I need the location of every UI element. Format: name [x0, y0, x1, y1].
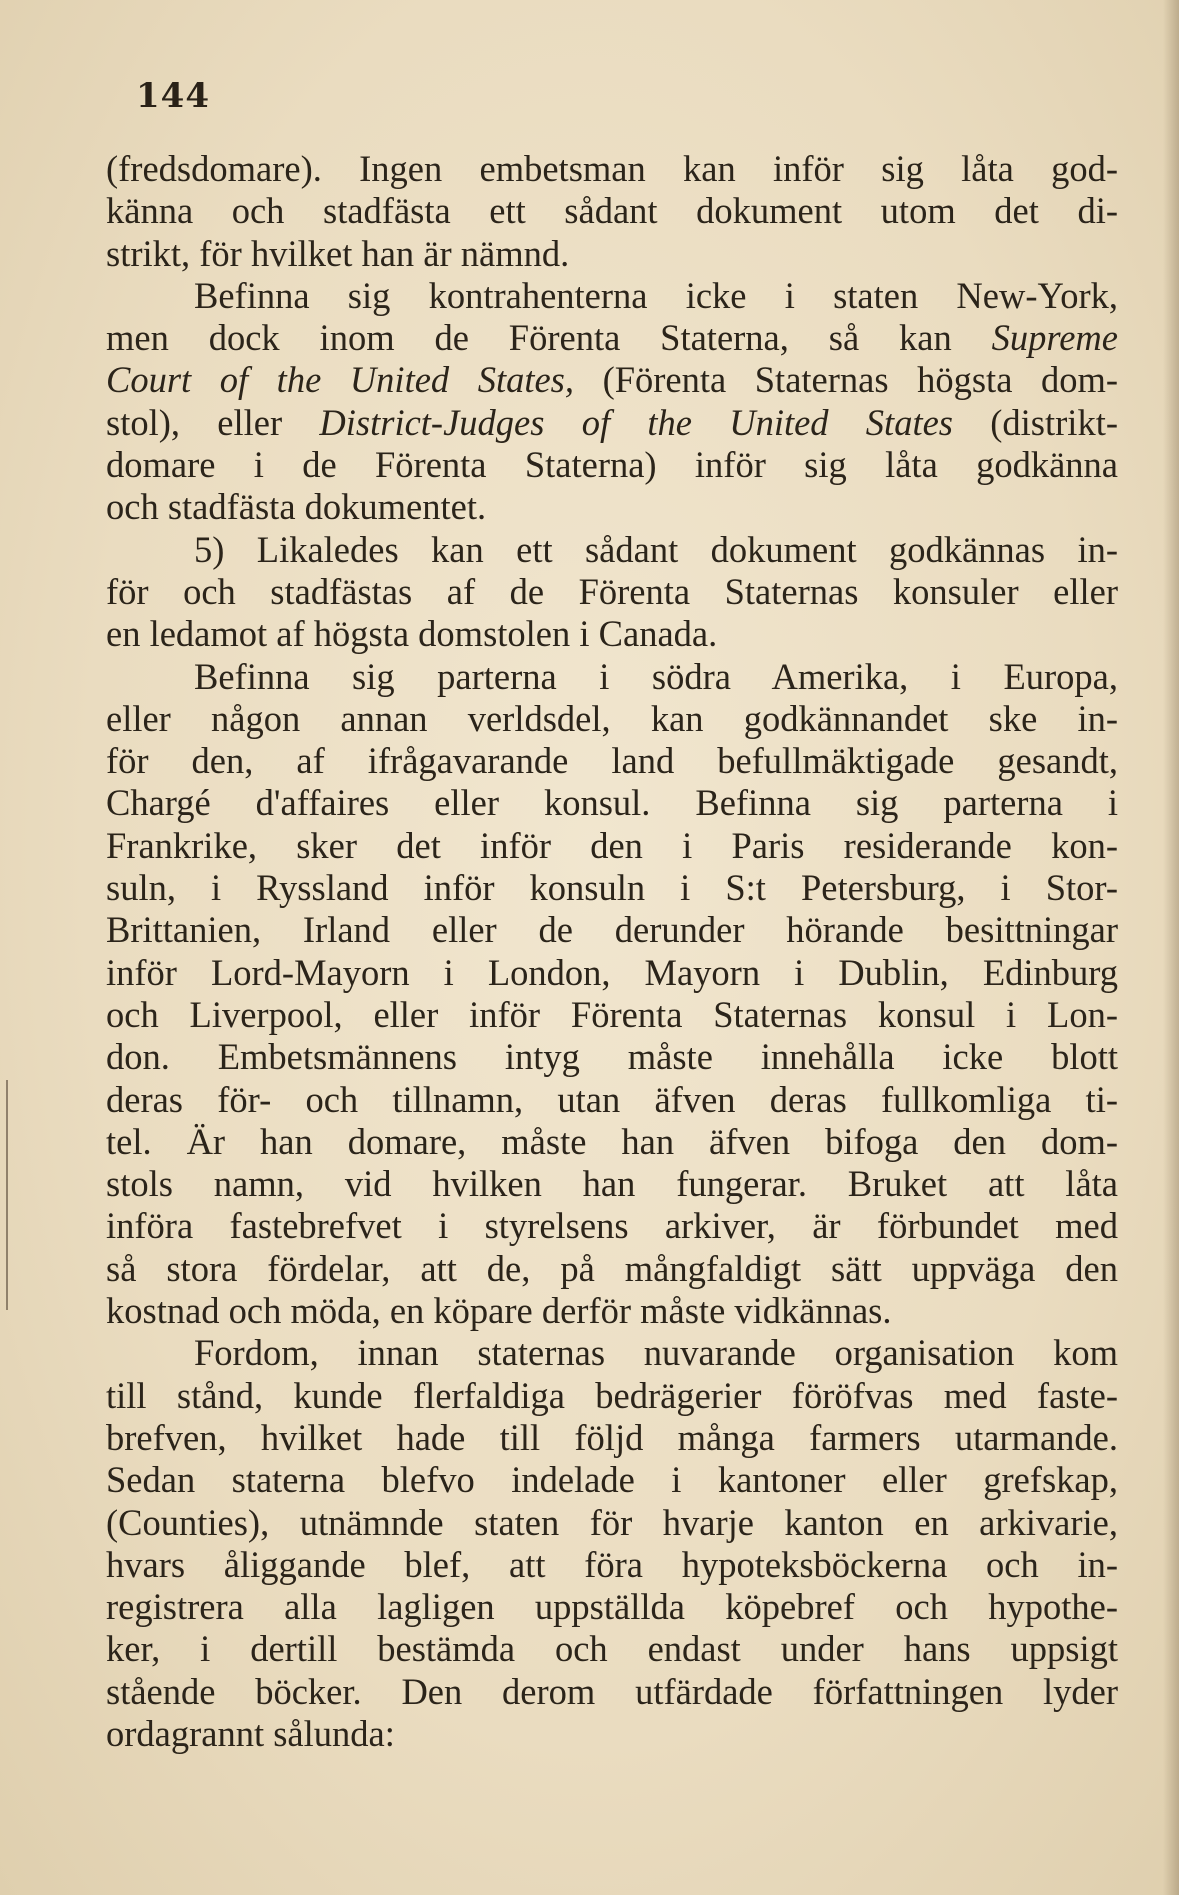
text-line: så stora fördelar, att de, på mångfaldigt sätt uppväga den: [106, 1247, 1118, 1289]
text-line: för den, af ifrågavarande land befullmäktigade gesandt,: [106, 740, 1118, 782]
text-line: strikt, för hvilket han är nämnd.: [106, 232, 570, 274]
text-line: Sedan staterna blefvo indelade i kantoner eller grefskap,: [106, 1459, 1118, 1501]
text-line: ordagrannt sålunda:: [106, 1712, 395, 1754]
page-edge-shadow: [1163, 0, 1179, 1895]
text-line: (Counties), utnämnde staten för hvarje kanton en arkivarie,: [106, 1501, 1118, 1543]
body-text: [106, 148, 1118, 1755]
text-line: stols namn, vid hvilken han fungerar. Bruket att låta: [106, 1163, 1118, 1205]
text-line: känna och stadfästa ett sådant dokument utom det di-: [106, 190, 1118, 232]
text-line: 5) Likaledes kan ett sådant dokument godkännas in-: [194, 528, 1118, 570]
text-line: deras för- och tillnamn, utan äfven deras fullkomliga ti-: [106, 1078, 1118, 1120]
binding-mark: [6, 1080, 8, 1310]
text-line: en ledamot af högsta domstolen i Canada.: [106, 613, 718, 655]
text-line: [106, 317, 1118, 359]
text-line: till stånd, kunde flerfaldiga bedrägerier föröfvas med faste-: [106, 1374, 1118, 1416]
text-line: inför Lord-Mayorn i London, Mayorn i Dublin, Edinburg: [106, 951, 1118, 993]
text-line: ker, i dertill bestämda och endast under hans uppsigt: [106, 1628, 1118, 1670]
text-segment: (distrikt-: [953, 401, 1118, 443]
text-line: och Liverpool, eller inför Förenta Staternas konsul i Lon-: [106, 993, 1118, 1035]
text-segment: stol), eller: [106, 401, 320, 443]
text-line: hvars åliggande blef, att föra hypoteksböckerna och in-: [106, 1543, 1118, 1585]
text-line: eller någon annan verldsdel, kan godkännandet ske in-: [106, 697, 1118, 739]
page-number: 144: [136, 76, 210, 116]
text-line: registrera alla lagligen uppställda köpebref och hypothe-: [106, 1586, 1118, 1628]
text-line: domare i de Förenta Staterna) inför sig låta godkänna: [106, 444, 1118, 486]
text-line: Fordom, innan staternas nuvarande organisation kom: [194, 1332, 1118, 1374]
italic-segment: District-Judges of the United States: [319, 401, 953, 443]
text-line: suln, i Ryssland inför konsuln i S:t Petersburg, i Stor-: [106, 867, 1118, 909]
text-line: Frankrike, sker det inför den i Paris residerande kon-: [106, 824, 1118, 866]
text-line: tel. Är han domare, måste han äfven bifoga den dom-: [106, 1120, 1118, 1162]
text-line: stående böcker. Den derom utfärdade författningen lyder: [106, 1670, 1118, 1712]
text-line: och stadfästa dokumentet.: [106, 486, 487, 528]
text-line: för och stadfästas af de Förenta Staternas konsuler eller: [106, 570, 1118, 612]
text-line: brefven, hvilket hade till följd många farmers utarmande.: [106, 1416, 1118, 1458]
text-line: införa fastebrefvet i styrelsens arkiver, är förbundet med: [106, 1205, 1118, 1247]
italic-segment: Supreme: [991, 317, 1118, 359]
text-segment: men dock inom de Förenta Staterna, så kan: [106, 317, 992, 359]
text-line: Befinna sig parterna i södra Amerika, i Europa,: [194, 655, 1118, 697]
text-line: Brittanien, Irland eller de derunder hörande besittningar: [106, 909, 1118, 951]
text-line: Befinna sig kontrahenterna icke i staten New-York,: [194, 274, 1118, 316]
text-segment: (Förenta Staternas högsta dom-: [574, 359, 1118, 401]
text-line: kostnad och möda, en köpare derför måste vidkännas.: [106, 1290, 892, 1332]
text-line: [106, 359, 1118, 401]
text-line: [106, 402, 1118, 444]
text-line: (fredsdomare). Ingen embetsman kan inför sig låta god-: [106, 148, 1118, 189]
italic-segment: Court of the United States,: [106, 359, 575, 401]
text-line: don. Embetsmännens intyg måste innehålla icke blott: [106, 1036, 1118, 1078]
text-line: Chargé d'affaires eller konsul. Befinna sig parterna i: [106, 782, 1118, 824]
